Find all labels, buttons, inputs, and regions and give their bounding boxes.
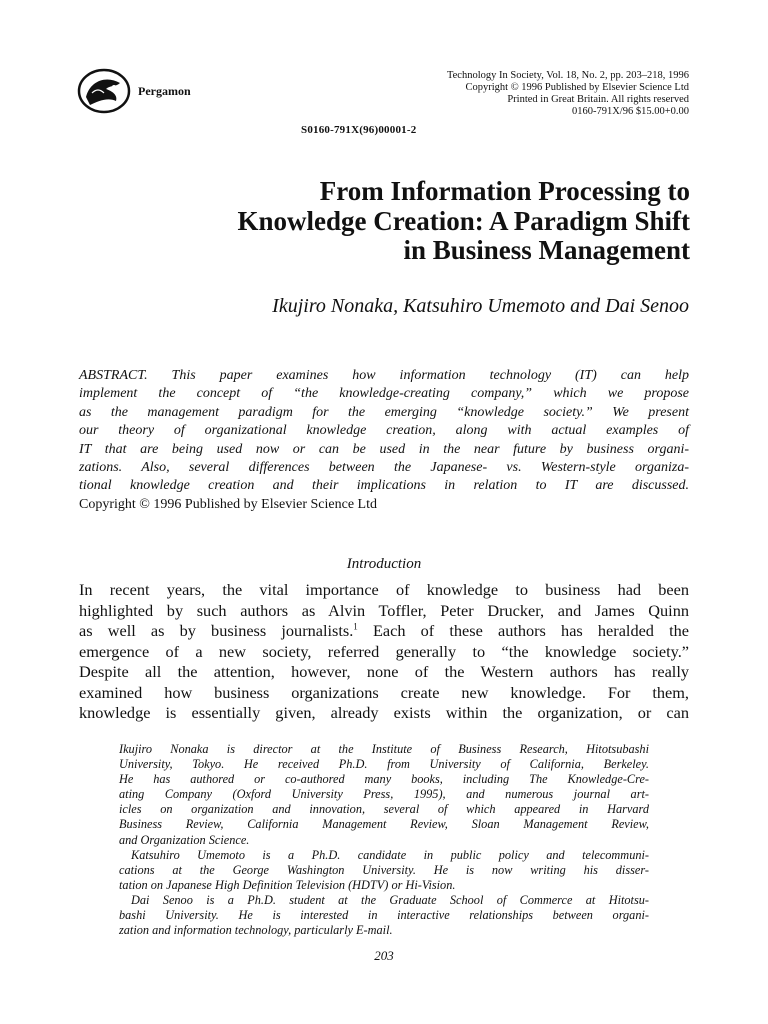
- body-line: Despite all the attention, however, none of the Western authors has really: [79, 662, 689, 681]
- publisher-name: Pergamon: [138, 84, 191, 98]
- article-identifier: S0160-791X(96)00001-2: [301, 124, 417, 136]
- pub-info-line: Printed in Great Britain. All rights reserved: [507, 94, 689, 105]
- footnote-line: and Organization Science.: [119, 832, 250, 847]
- abstract-line: IT that are being used now or can be used in the near future by business organi-: [79, 441, 689, 457]
- body-line: In recent years, the vital importance of knowledge to business had been: [79, 580, 689, 599]
- footnote-line: He has authored or co-authored many books, including The Knowledge-Cre-: [119, 772, 649, 787]
- footnote-line: zation and information technology, particularly E-mail.: [119, 923, 393, 938]
- abstract: [79, 367, 689, 514]
- footnote-line: icles on organization and innovation, several of which appeared in Harvard: [119, 802, 649, 817]
- body-line: highlighted by such authors as Alvin Toffler, Peter Drucker, and James Quinn: [79, 600, 689, 620]
- abstract-line: implement the concept of “the knowledge-creating company,” which we propose: [79, 386, 689, 402]
- footnote-line: Dai Senoo is a Ph.D. student at the Graduate School of Commerce at Hitotsu-: [131, 892, 649, 907]
- footnote-line: ating Company (Oxford University Press, 1995), and numerous journal art-: [119, 787, 649, 802]
- pub-info-line: Copyright © 1996 Published by Elsevier Science Ltd: [465, 82, 689, 93]
- body-paragraph: [79, 580, 689, 724]
- publication-info: [359, 70, 689, 118]
- abstract-line: zations. Also, several differences between the Japanese- vs. Western-style organiza-: [79, 460, 689, 476]
- body-line: examined how business organizations create new knowledge. For them,: [79, 682, 689, 702]
- pub-info-line: 0160-791X/96 $15.00+0.00: [571, 106, 689, 117]
- footnote-line: cations at the George Washington University. He is now writing his disser-: [119, 862, 649, 877]
- title-line: Knowledge Creation: A Paradigm Shift: [237, 205, 690, 236]
- author-notes: [119, 742, 649, 938]
- pergamon-logo-icon: [76, 67, 132, 115]
- body-line: knowledge is essentially given, already exists within the organization, or can: [79, 703, 689, 722]
- article-title: [50, 177, 690, 266]
- abstract-line: tional knowledge creation and their implications in relation to IT are discussed.: [79, 478, 689, 494]
- title-line: From Information Processing to: [319, 176, 690, 206]
- body-line: emergence of a new society, referred generally to “the knowledge society.”: [79, 641, 689, 661]
- footnote-line: University, Tokyo. He received Ph.D. from University of California, Berkeley.: [119, 757, 649, 772]
- footnote-line: bashi University. He is interested in interactive relationships between organi-: [119, 908, 649, 923]
- footnote-line: tation on Japanese High Definition Television (HDTV) or Hi-Vision.: [119, 877, 456, 892]
- footnote-line: Business Review, California Management Review, Sloan Management Review,: [119, 817, 649, 832]
- pub-info-line: Technology In Society, Vol. 18, No. 2, pp. 203–218, 1996: [446, 70, 689, 81]
- body-line-end: Each of these authors has heralded the: [357, 621, 689, 640]
- body-line-start: as well as by business journalists.: [79, 621, 354, 640]
- abstract-copyright: Copyright © 1996 Published by Elsevier Science Ltd: [79, 496, 377, 512]
- section-heading: Introduction: [346, 556, 422, 572]
- page-number: 203: [374, 948, 394, 963]
- footnote-marker: 1: [353, 621, 358, 632]
- footnote-line: Ikujiro Nonaka is director at the Institute of Business Research, Hitotsubashi: [119, 742, 649, 756]
- footnote-line: Katsuhiro Umemoto is a Ph.D. candidate in public policy and telecommuni-: [131, 847, 649, 862]
- abstract-line: our theory of organizational knowledge creation, along with actual examples of: [79, 423, 689, 439]
- abstract-line: ABSTRACT. This paper examines how information technology (IT) can help: [79, 368, 689, 383]
- abstract-line: as the management paradigm for the emerging “knowledge society.” We present: [79, 404, 689, 420]
- body-line: [79, 621, 689, 642]
- article-authors: Ikujiro Nonaka, Katsuhiro Umemoto and Dai Senoo: [272, 295, 689, 317]
- title-line: in Business Management: [403, 235, 690, 265]
